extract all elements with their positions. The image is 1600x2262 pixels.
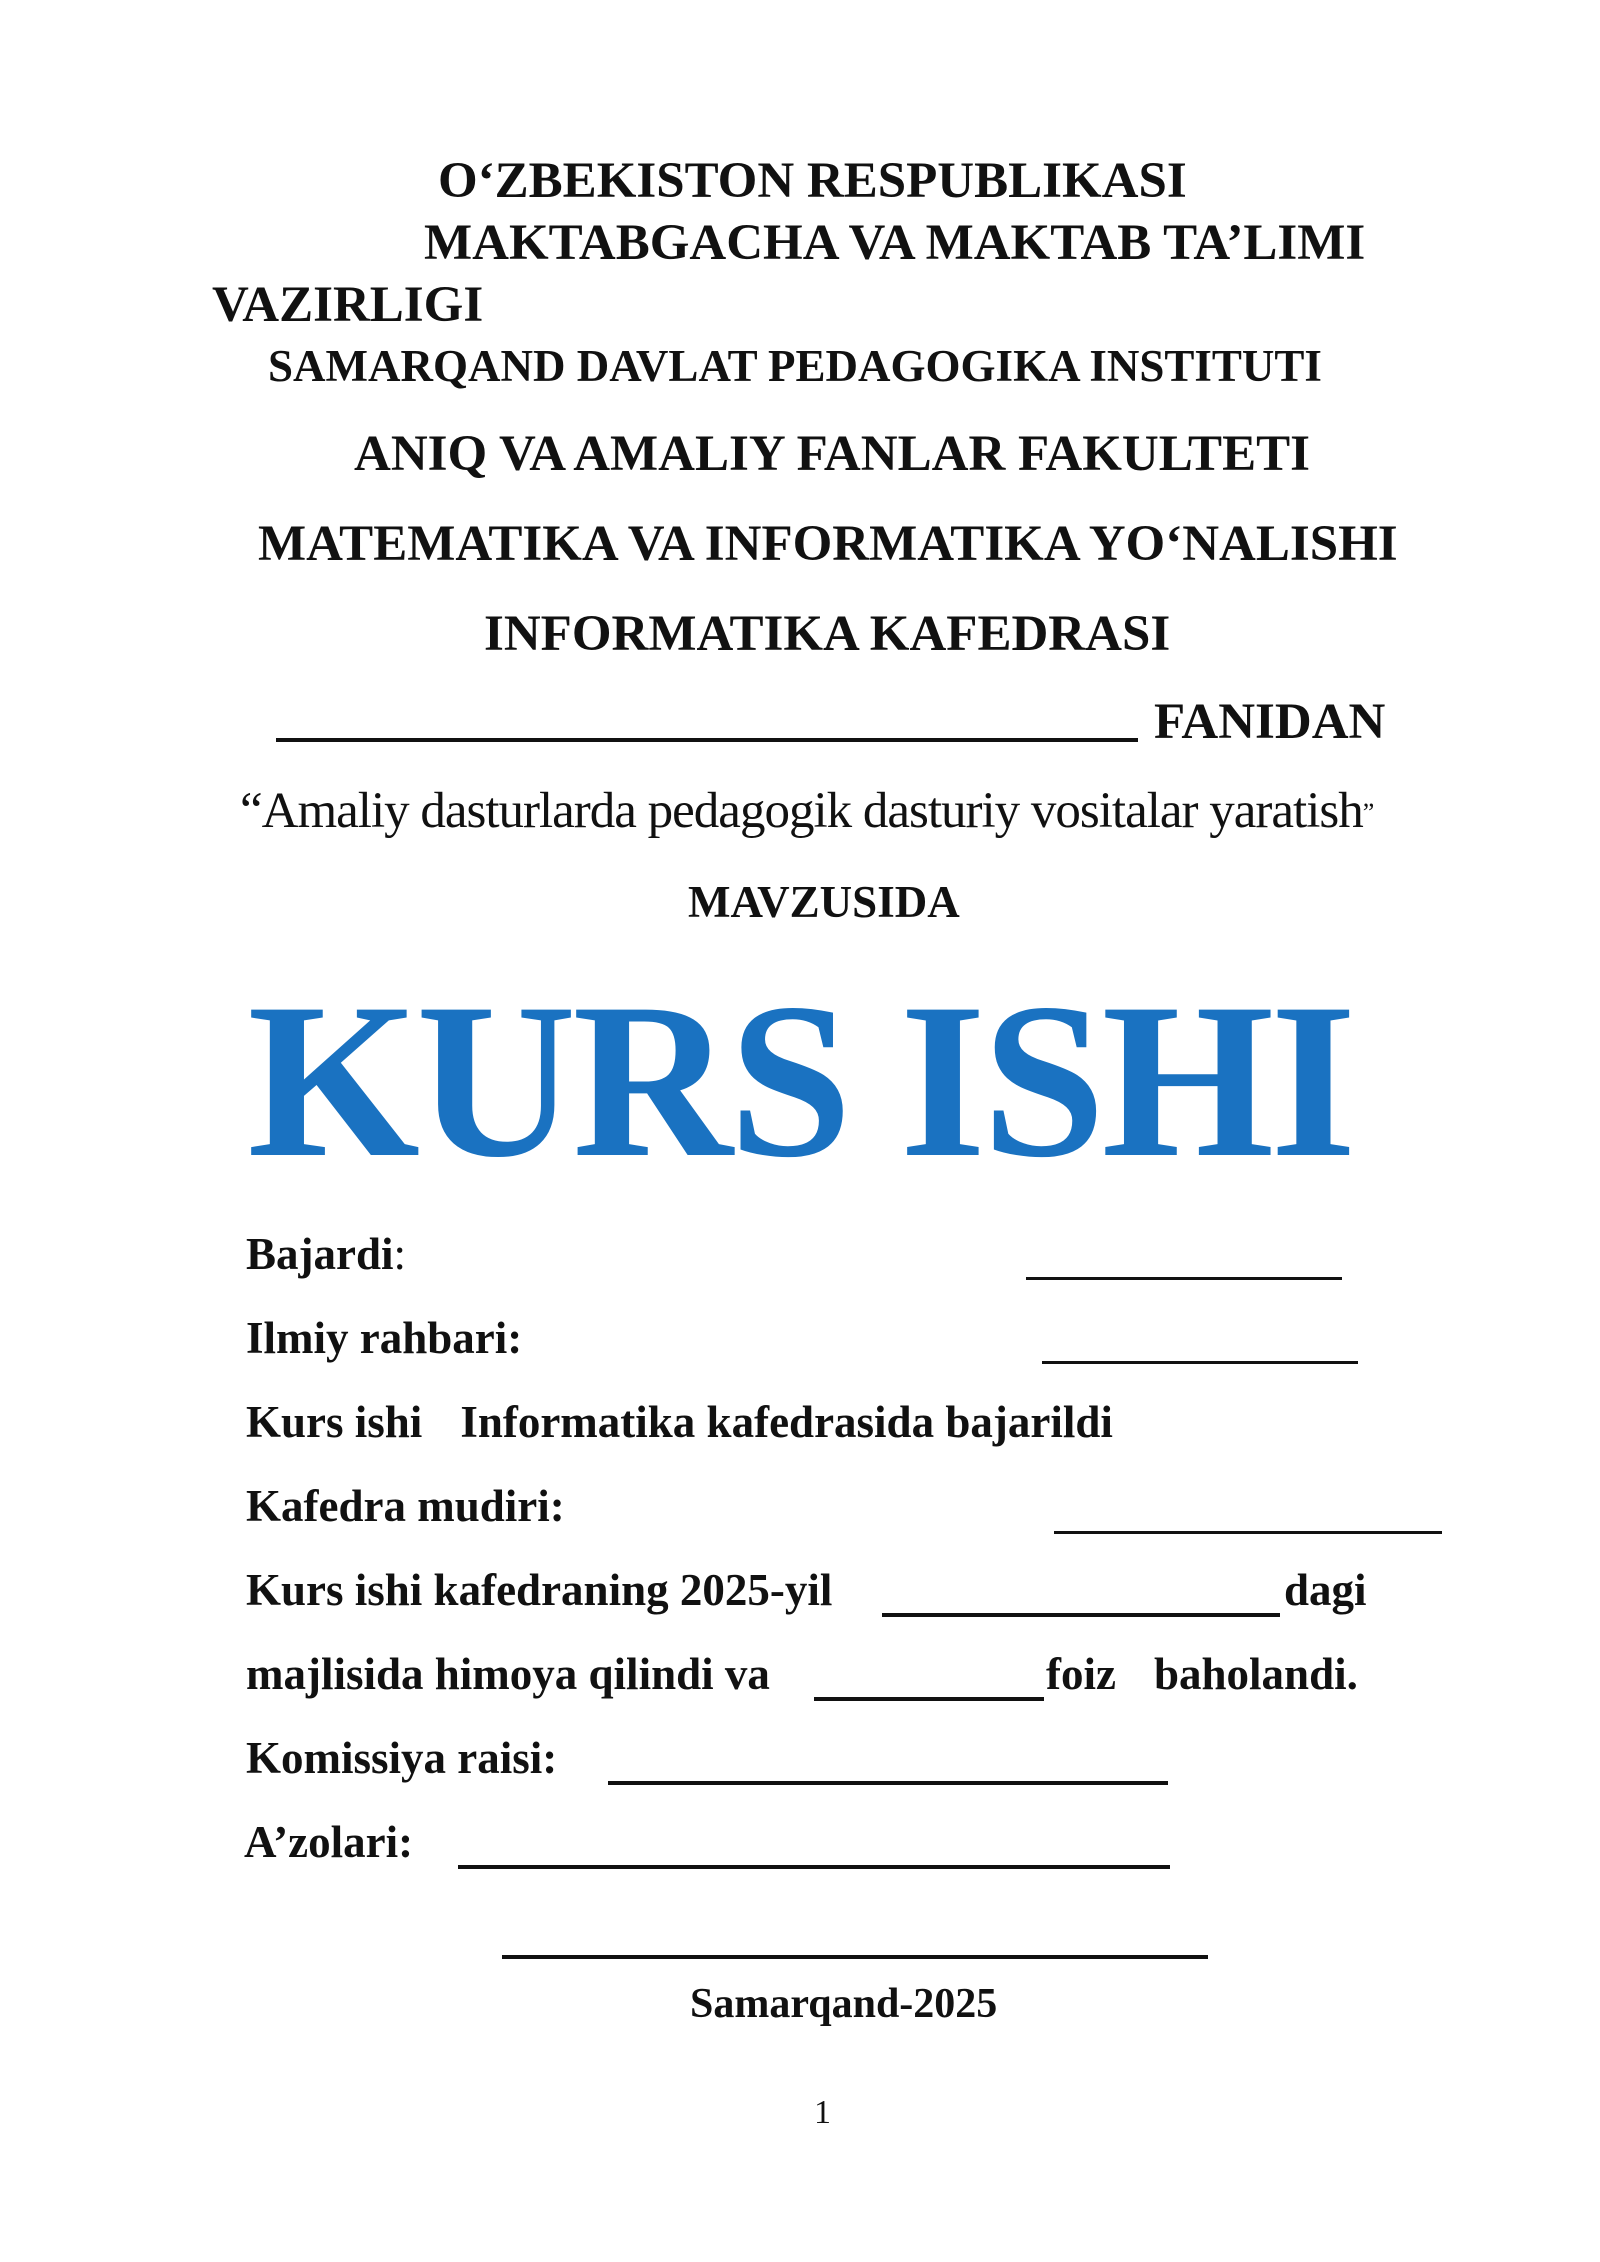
- done-by-field: [246, 1228, 406, 1280]
- completed-text: Informatika kafedrasida bajarildi: [460, 1397, 1113, 1447]
- grade-blank-line: [814, 1697, 1044, 1701]
- topic-label: MAVZUSIDA: [688, 877, 960, 927]
- direction-heading: MATEMATIKA VA INFORMATIKA YO‘NALISHI: [258, 516, 1398, 572]
- done-by-colon: :: [393, 1229, 407, 1279]
- completed-prefix: Kurs ishi: [246, 1397, 423, 1447]
- faculty-heading: ANIQ VA AMALIY FANLAR FAKULTETI: [354, 426, 1310, 482]
- subject-blank-line: [276, 738, 1138, 742]
- commission-label: Komissiya raisi:: [246, 1733, 558, 1783]
- institute-heading: SAMARQAND DAVLAT PEDAGOGIKA INSTITUTI: [268, 341, 1322, 391]
- done-by-label: Bajardi: [246, 1229, 394, 1279]
- defense-suffix-foiz: foiz: [1046, 1649, 1116, 1699]
- topic-close-quote: ”: [1362, 798, 1374, 827]
- done-by-blank-line: [1026, 1277, 1342, 1280]
- subject-suffix: FANIDAN: [1154, 694, 1386, 750]
- head-label: Kafedra mudiri:: [246, 1481, 565, 1531]
- department-heading: INFORMATIKA KAFEDRASI: [484, 606, 1171, 662]
- commission-blank-line: [608, 1781, 1168, 1785]
- head-blank-line: [1054, 1531, 1442, 1534]
- ministry-heading-line2: VAZIRLIGI: [212, 277, 484, 333]
- topic-text-block: [240, 782, 1373, 840]
- members-blank-line-2: [502, 1955, 1208, 1959]
- defense-suffix-baholandi: baholandi.: [1154, 1649, 1358, 1699]
- defense-prefix: majlisida himoya qilindi va: [246, 1649, 770, 1699]
- members-label: A’zolari:: [244, 1817, 414, 1867]
- meeting-prefix: Kurs ishi kafedraning 2025-yil: [246, 1565, 833, 1615]
- topic-text: “Amaliy dasturlarda pedagogik dasturiy vositalar yaratish: [240, 783, 1363, 839]
- meeting-date-blank-line: [882, 1613, 1280, 1617]
- completed-at-field: [246, 1396, 1113, 1448]
- place-year: Samarqand-2025: [690, 1981, 998, 2027]
- meeting-suffix: dagi: [1284, 1565, 1367, 1615]
- ministry-heading-line1: MAKTABGACHA VA MAKTAB TA’LIMI: [424, 215, 1366, 271]
- page-number: 1: [814, 2094, 831, 2131]
- supervisor-blank-line: [1042, 1361, 1358, 1364]
- supervisor-label: Ilmiy rahbari:: [246, 1313, 523, 1363]
- members-blank-line-1: [458, 1865, 1170, 1869]
- main-title: KURS ISHI: [247, 958, 1353, 1204]
- republic-heading: O‘ZBEKISTON RESPUBLIKASI: [438, 153, 1187, 209]
